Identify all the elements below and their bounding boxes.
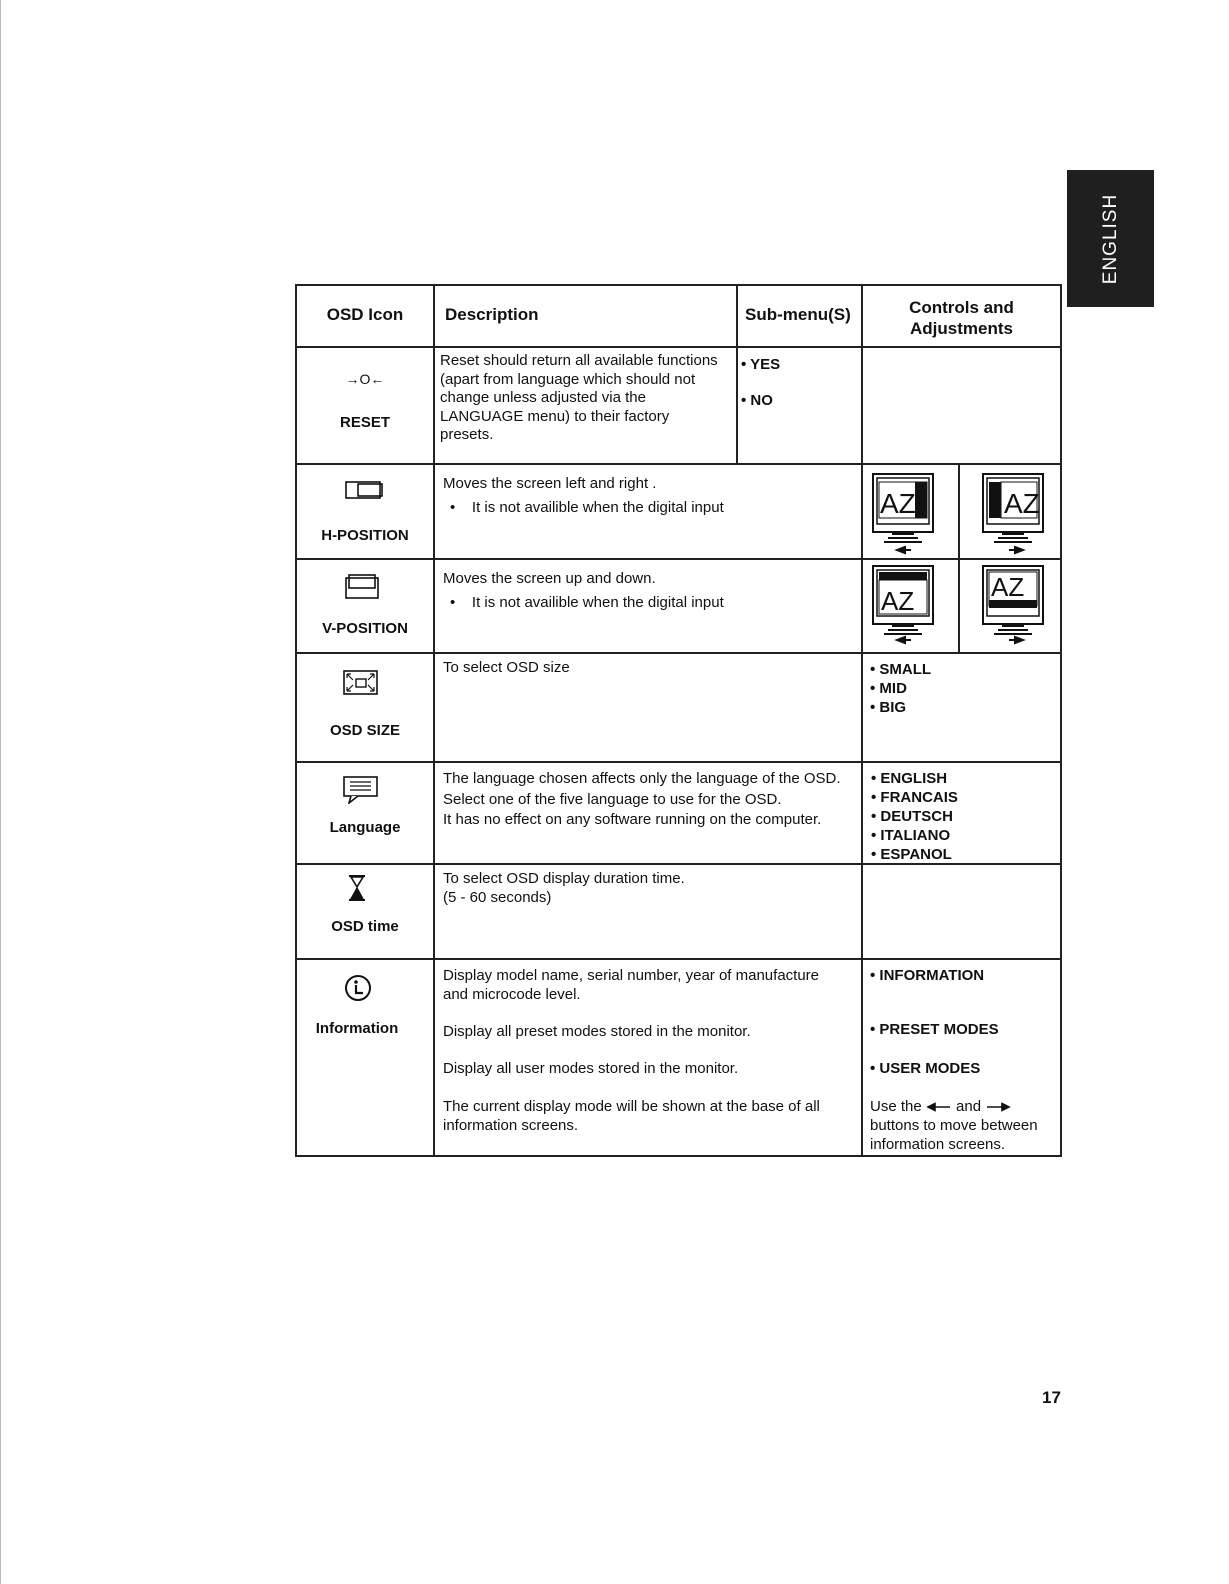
information-label: Information <box>315 1020 399 1037</box>
header-osd-icon: OSD Icon <box>326 305 404 324</box>
osd-time-description: To select OSD display duration time. (5 - 60 seconds) <box>443 870 685 906</box>
osd-size-option: • BIG <box>870 698 931 717</box>
h-position-label: H-POSITION <box>321 527 409 544</box>
information-row-description: Display model name, serial number, year of manufacture and microcode level. <box>443 967 820 1003</box>
reset-option-no: • NO <box>741 392 773 409</box>
header-controls: Controls and Adjustments <box>909 298 1014 338</box>
language-icon <box>343 776 379 804</box>
osd-size-description: To select OSD size <box>443 659 570 676</box>
language-option: • ITALIANO <box>871 826 958 845</box>
info-icon <box>344 974 372 1002</box>
hourglass-icon <box>347 874 367 902</box>
page-edge <box>0 0 1 1584</box>
reset-label: RESET <box>339 414 390 431</box>
language-option: • ESPANOL <box>871 845 958 864</box>
h-monitor-right <box>980 472 1050 556</box>
h-position-note: • It is not availible when the digital input <box>450 499 724 516</box>
information-row-description: Display all user modes stored in the monitor. <box>443 1060 739 1077</box>
information-footer-control: Use the and buttons to move between information screens. <box>870 1097 1060 1154</box>
left-arrow-icon <box>926 1102 952 1112</box>
v-position-description: Moves the screen up and down. <box>443 570 656 587</box>
osd-size-option: • MID <box>870 679 931 698</box>
v-position-label: V-POSITION <box>322 620 408 637</box>
osd-size-options <box>870 660 931 717</box>
reset-option-yes: • YES <box>741 356 781 373</box>
h-monitor-left <box>870 472 940 556</box>
osd-size-option: • SMALL <box>870 660 931 679</box>
header-description: Description <box>445 305 539 324</box>
language-option: • FRANCAIS <box>871 788 958 807</box>
v-monitor-left <box>870 564 940 648</box>
h-monitor-right-text: AZ <box>1004 488 1040 519</box>
information-footer-description: The current display mode will be shown at the base of all information screens. <box>443 1098 820 1134</box>
language-option: • ENGLISH <box>871 769 958 788</box>
reset-description: Reset should return all available functions (apart from language which should not change unless adjusted via the LANGUAGE menu) to their factory presets. <box>440 352 718 443</box>
osd-size-icon <box>343 670 379 696</box>
h-monitor-left-text: AZ <box>880 488 916 519</box>
language-tab <box>1067 170 1154 307</box>
page-number: 17 <box>1042 1388 1061 1407</box>
v-monitor-right-text: AZ <box>991 572 1025 602</box>
right-arrow-icon <box>985 1102 1011 1112</box>
information-row-control: • USER MODES <box>870 1060 981 1077</box>
header-submenu: Sub-menu(S) <box>745 305 851 324</box>
v-position-icon <box>345 574 381 600</box>
v-monitor-left-text: AZ <box>881 586 915 616</box>
information-footer-control-text: buttons to move between information screens. <box>870 1117 1038 1153</box>
language-options <box>871 769 958 864</box>
information-row-control: • INFORMATION <box>870 967 985 984</box>
tab-label: ENGLISH <box>1099 193 1121 284</box>
v-monitor-right <box>980 564 1050 648</box>
osd-size-label: OSD SIZE <box>329 722 400 739</box>
osd-time-label: OSD time <box>331 918 399 935</box>
v-position-note: • It is not availible when the digital input <box>450 594 724 611</box>
language-option: • DEUTSCH <box>871 807 958 826</box>
information-row-description: Display all preset modes stored in the monitor. <box>443 1023 751 1040</box>
language-description: The language chosen affects only the language of the OSD. Select one of the five language to use for the OSD. It has no effect on any software running on the computer. <box>443 770 841 828</box>
information-row-control: • PRESET MODES <box>870 1021 999 1038</box>
language-label: Language <box>329 819 401 836</box>
h-position-description: Moves the screen left and right . <box>443 475 657 492</box>
reset-icon: →O← <box>345 371 385 387</box>
h-position-icon <box>345 480 385 500</box>
